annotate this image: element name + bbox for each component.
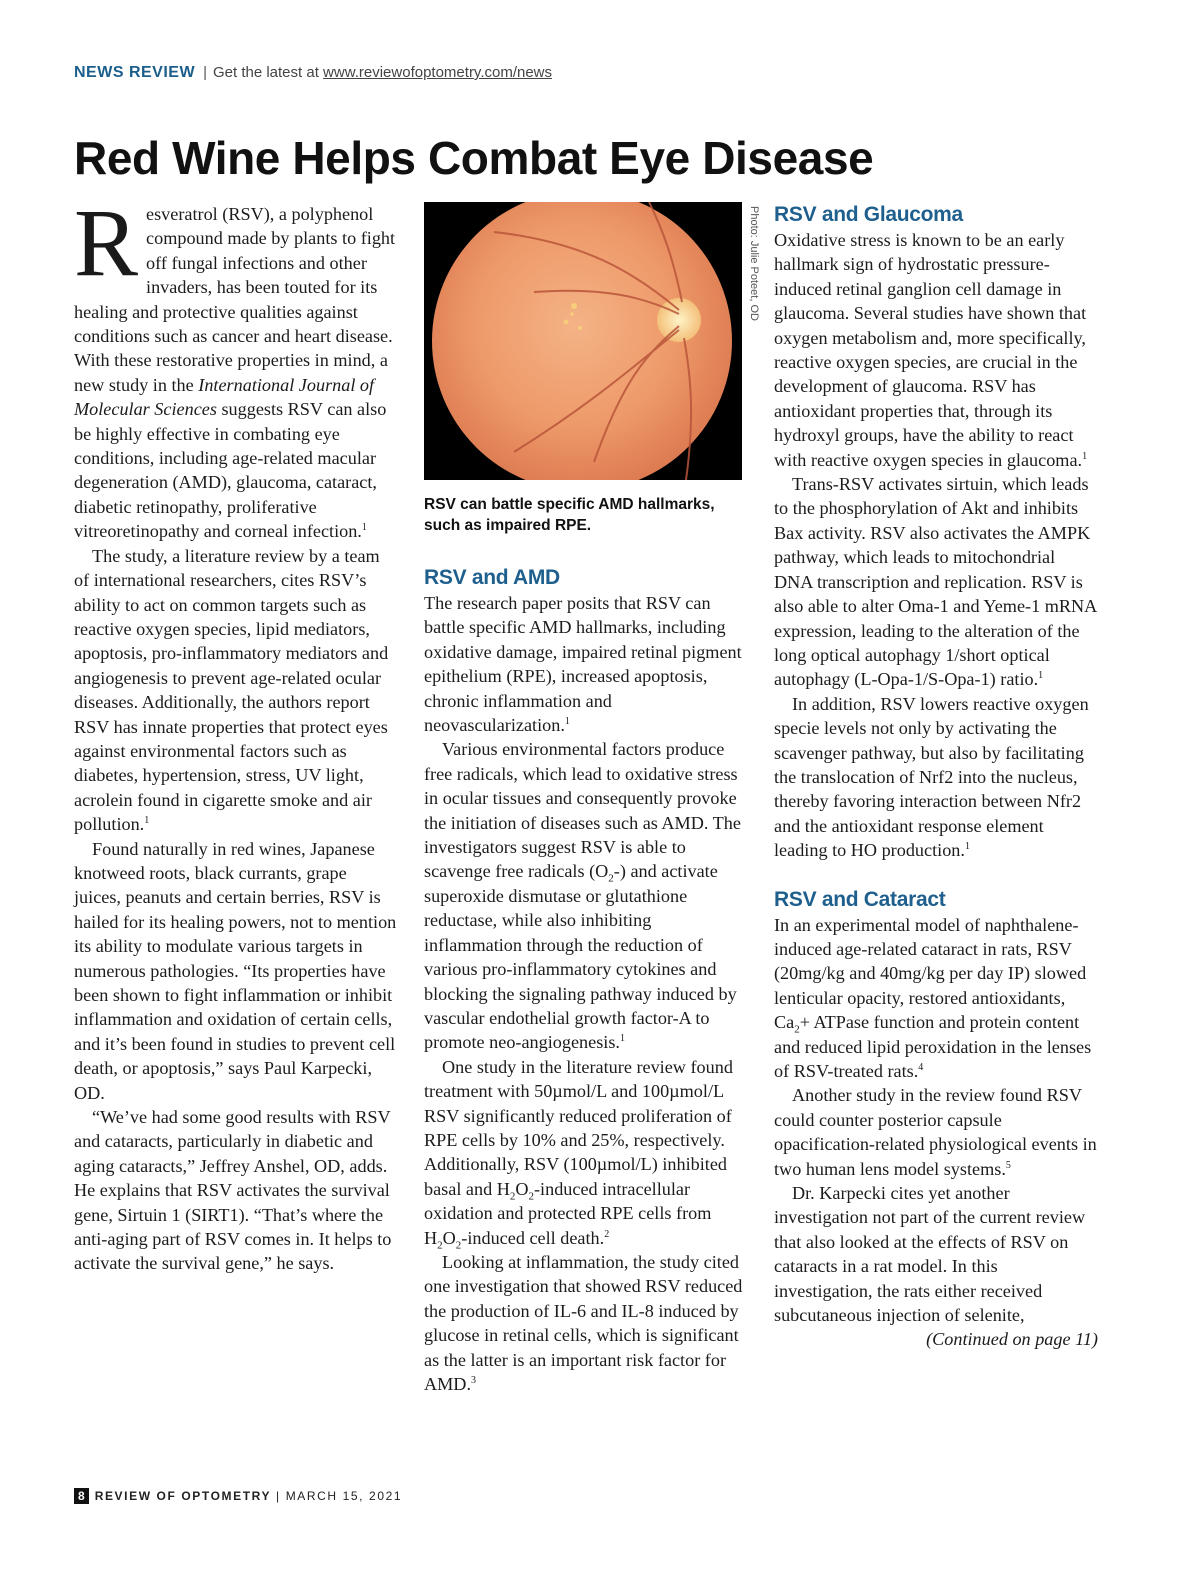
subscript: 2	[794, 1023, 800, 1036]
journal-name: International Journal of Molecular Sciences	[74, 374, 375, 420]
column-2	[424, 565, 748, 1396]
reference-mark: 1	[1082, 450, 1088, 462]
amd-text-3c: -induced intracellular oxidation and protected RPE cells from H	[424, 1178, 712, 1248]
reference-mark: 1	[361, 522, 367, 534]
intro-text-b: suggests RSV can also be highly effective in combating eye conditions, including age-related macular degeneration (AMD), glaucoma, cataract, diabetic retinopathy, proliferative vitreoretinopathy and corneal infection.	[74, 399, 387, 542]
paragraph-intro	[74, 189, 398, 544]
paragraph-amd-4	[424, 1250, 748, 1396]
subscript: 2	[528, 1190, 534, 1203]
amd-text-1: The research paper posits that RSV can battle specific AMD hallmarks, including oxidative damage, impaired retinal pigment epithelium (RPE), increased apoptosis, chronic inflammation and neovascularization.	[424, 593, 742, 736]
reference-mark: 5	[1005, 1159, 1011, 1171]
subscript: 2	[437, 1239, 443, 1252]
paragraph-study	[74, 544, 398, 837]
paragraph-cataract-2	[774, 1083, 1098, 1181]
reference-mark: 1	[144, 815, 150, 827]
study-text: The study, a literature review by a team of international researchers, cites RSV’s ability to act on common targets such as reactive oxygen species, lipid mediators, apoptosis, pro-inflammatory mediators and angiogenesis to prevent age-related ocular diseases. Additionally, the authors report RSV has innate properties that protect eyes against environmental factors such as diabetes, hypertension, stress, UV light, acrolein found in cigarette smoke and air pollution.	[74, 545, 389, 835]
photo-credit: Photo: Julie Poteet, OD	[748, 206, 760, 321]
reference-mark: 4	[918, 1061, 924, 1073]
column-3	[774, 202, 1098, 1352]
paragraph-glaucoma-2	[774, 472, 1098, 692]
paragraph-cataract-1	[774, 913, 1098, 1084]
amd-text-3a: One study in the literature review found treatment with 50µmol/L and 100µmol/L RSV significantly reduced proliferation of RPE cells by 10% and 25%, respectively. Additionally, RSV (100µmol/L) inhibited basal and H	[424, 1056, 733, 1199]
section-gap	[774, 863, 1098, 887]
reference-mark: 3	[471, 1374, 476, 1386]
glaucoma-text-1: Oxidative stress is known to be an early hallmark sign of hydrostatic pressure-induced retinal ganglion cell damage in glaucoma. Several studies have shown that oxygen metabolism and, more specifically, reactive oxygen species, are crucial in the development of glaucoma. RSV has antioxidant properties that, through its hydroxyl groups, have the ability to react with reactive oxygen species in glaucoma.	[774, 230, 1087, 470]
paragraph-amd-2	[424, 737, 748, 1054]
drop-cap: R	[74, 189, 139, 296]
reference-mark: 2	[604, 1228, 610, 1240]
footer-separator: |	[276, 1489, 281, 1503]
reference-mark: 1	[564, 715, 570, 727]
paragraph-sources: Found naturally in red wines, Japanese knotweed roots, black currants, grape juices, peanuts and certain berries, RSV is hailed for its healing powers, not to mention its ability to modulate various targets in numerous pathologies. “Its properties have been shown to fight inflammation or inhibit inflammation and oxidation of certain cells, and it’s been found in studies to prevent cell death, or apoptosis,” says Paul Karpecki, OD.	[74, 838, 397, 1103]
column-1	[74, 189, 398, 1276]
paragraph-cataract-3: Dr. Karpecki cites yet another investigation not part of the current review that also looked at the effects of RSV on cataracts in a rat model. In this investigation, the rats either received subcutaneous injection of selenite,	[774, 1183, 1086, 1326]
paragraph-glaucoma-3	[774, 692, 1098, 863]
glaucoma-text-2: Trans-RSV activates sirtuin, which leads to the phosphorylation of Akt and inhibits Bax activity. RSV also activates the AMPK pathway, which leads to mitochondrial DNA transcription and replication. RSV is also able to alter Oma-1 and Yeme-1 mRNA expression, leading to the alteration of the long optical autophagy 1/short optical autophagy (L-Opa-1/S-Opa-1) ratio.	[774, 474, 1097, 690]
cataract-text-1b: + ATPase function and protein content and reduced lipid peroxidation in the lenses of RSV-treated rats.	[774, 1012, 1092, 1081]
figure-caption: RSV can battle specific AMD hallmarks, such as impaired RPE.	[424, 496, 715, 534]
magazine-name: REVIEW OF OPTOMETRY	[94, 1489, 272, 1503]
subscript: 2	[608, 873, 614, 886]
paragraph-amd-3	[424, 1055, 748, 1250]
paragraph-glaucoma-1	[774, 228, 1098, 472]
amd-text-2b: -) and activate superoxide dismutase or glutathione reductase, while also inhibiting inflammation through the reduction of various pro-inflammatory cytokines and blocking the signaling pathway induced by vascular endothelial growth factor-A to promote neo-angiogenesis.	[424, 861, 737, 1053]
retina-photo	[424, 202, 742, 480]
article-title: Red Wine Helps Combat Eye Disease	[74, 132, 874, 184]
heading-amd: RSV and AMD	[424, 566, 560, 589]
continued-note: (Continued on page 11)	[926, 1329, 1098, 1350]
amd-text-3e: -induced cell death.	[461, 1227, 605, 1248]
subscript: 2	[509, 1190, 516, 1203]
section-label: NEWS REVIEW	[74, 64, 196, 81]
paragraph-amd-1	[424, 591, 748, 737]
amd-text-3d: O	[442, 1227, 456, 1248]
amd-text-2a: Various environmental factors produce free radicals, which lead to oxidative stress in ocular tissues and consequently provoke the initiation of diseases such as AMD. The investigators suggest RSV is able to scavenge free radicals (O	[424, 739, 741, 882]
issue-date: MARCH 15, 2021	[285, 1489, 403, 1503]
heading-cataract: RSV and Cataract	[774, 887, 946, 911]
header-separator: |	[203, 64, 207, 81]
header-bar	[74, 64, 552, 82]
fundus-image	[424, 202, 742, 480]
reference-mark: 1	[619, 1033, 625, 1045]
glaucoma-text-3: In addition, RSV lowers reactive oxygen specie levels not only by activating the scavenger pathway, but also by facilitating the translocation of Nrf2 into the nucleus, thereby favoring interaction between Nfr2 and the antioxidant response element leading to HO production.	[774, 693, 1089, 861]
amd-text-3b: O	[515, 1178, 529, 1199]
news-link[interactable]: www.reviewofoptometry.com/news	[323, 64, 553, 81]
cataract-text-1a: In an experimental model of naphthalene-induced age-related cataract in rats, RSV (20mg/kg and 40mg/kg per day IP) slowed lenticular opacity, restored antioxidants, Ca	[774, 914, 1087, 1033]
header-tagline: Get the latest at	[212, 64, 319, 81]
reference-mark: 1	[1038, 670, 1044, 682]
heading-glaucoma: RSV and Glaucoma	[774, 203, 963, 226]
page-footer	[74, 1488, 402, 1504]
cataract-text-2: Another study in the review found RSV could counter posterior capsule opacification-related physiological events in two human lens model systems.	[774, 1085, 1097, 1179]
subscript: 2	[455, 1239, 462, 1252]
paragraph-quote: “We’ve had some good results with RSV and cataracts, particularly in diabetic and aging cataracts,” Jeffrey Anshel, OD, adds. He explains that RSV activates the survival gene, Sirtuin 1 (SIRT1). “That’s where the anti-aging part of RSV comes in. It helps to activate the survival gene,” he says.	[74, 1107, 392, 1274]
reference-mark: 1	[964, 841, 970, 853]
amd-text-4: Looking at inflammation, the study cited one investigation that showed RSV reduced the production of IL-6 and IL-8 induced by glucose in retinal cells, which is significant as the latter is an important risk factor for AMD.	[424, 1251, 743, 1394]
intro-text-a: esveratrol (RSV), a polyphenol compound made by plants to fight off fungal infections and other invaders, has been touted for its healing and protective qualities against conditions such as cancer and heart disease. With these restorative properties in mind, a new study in the	[74, 204, 396, 395]
page-number: 8	[74, 1488, 89, 1504]
